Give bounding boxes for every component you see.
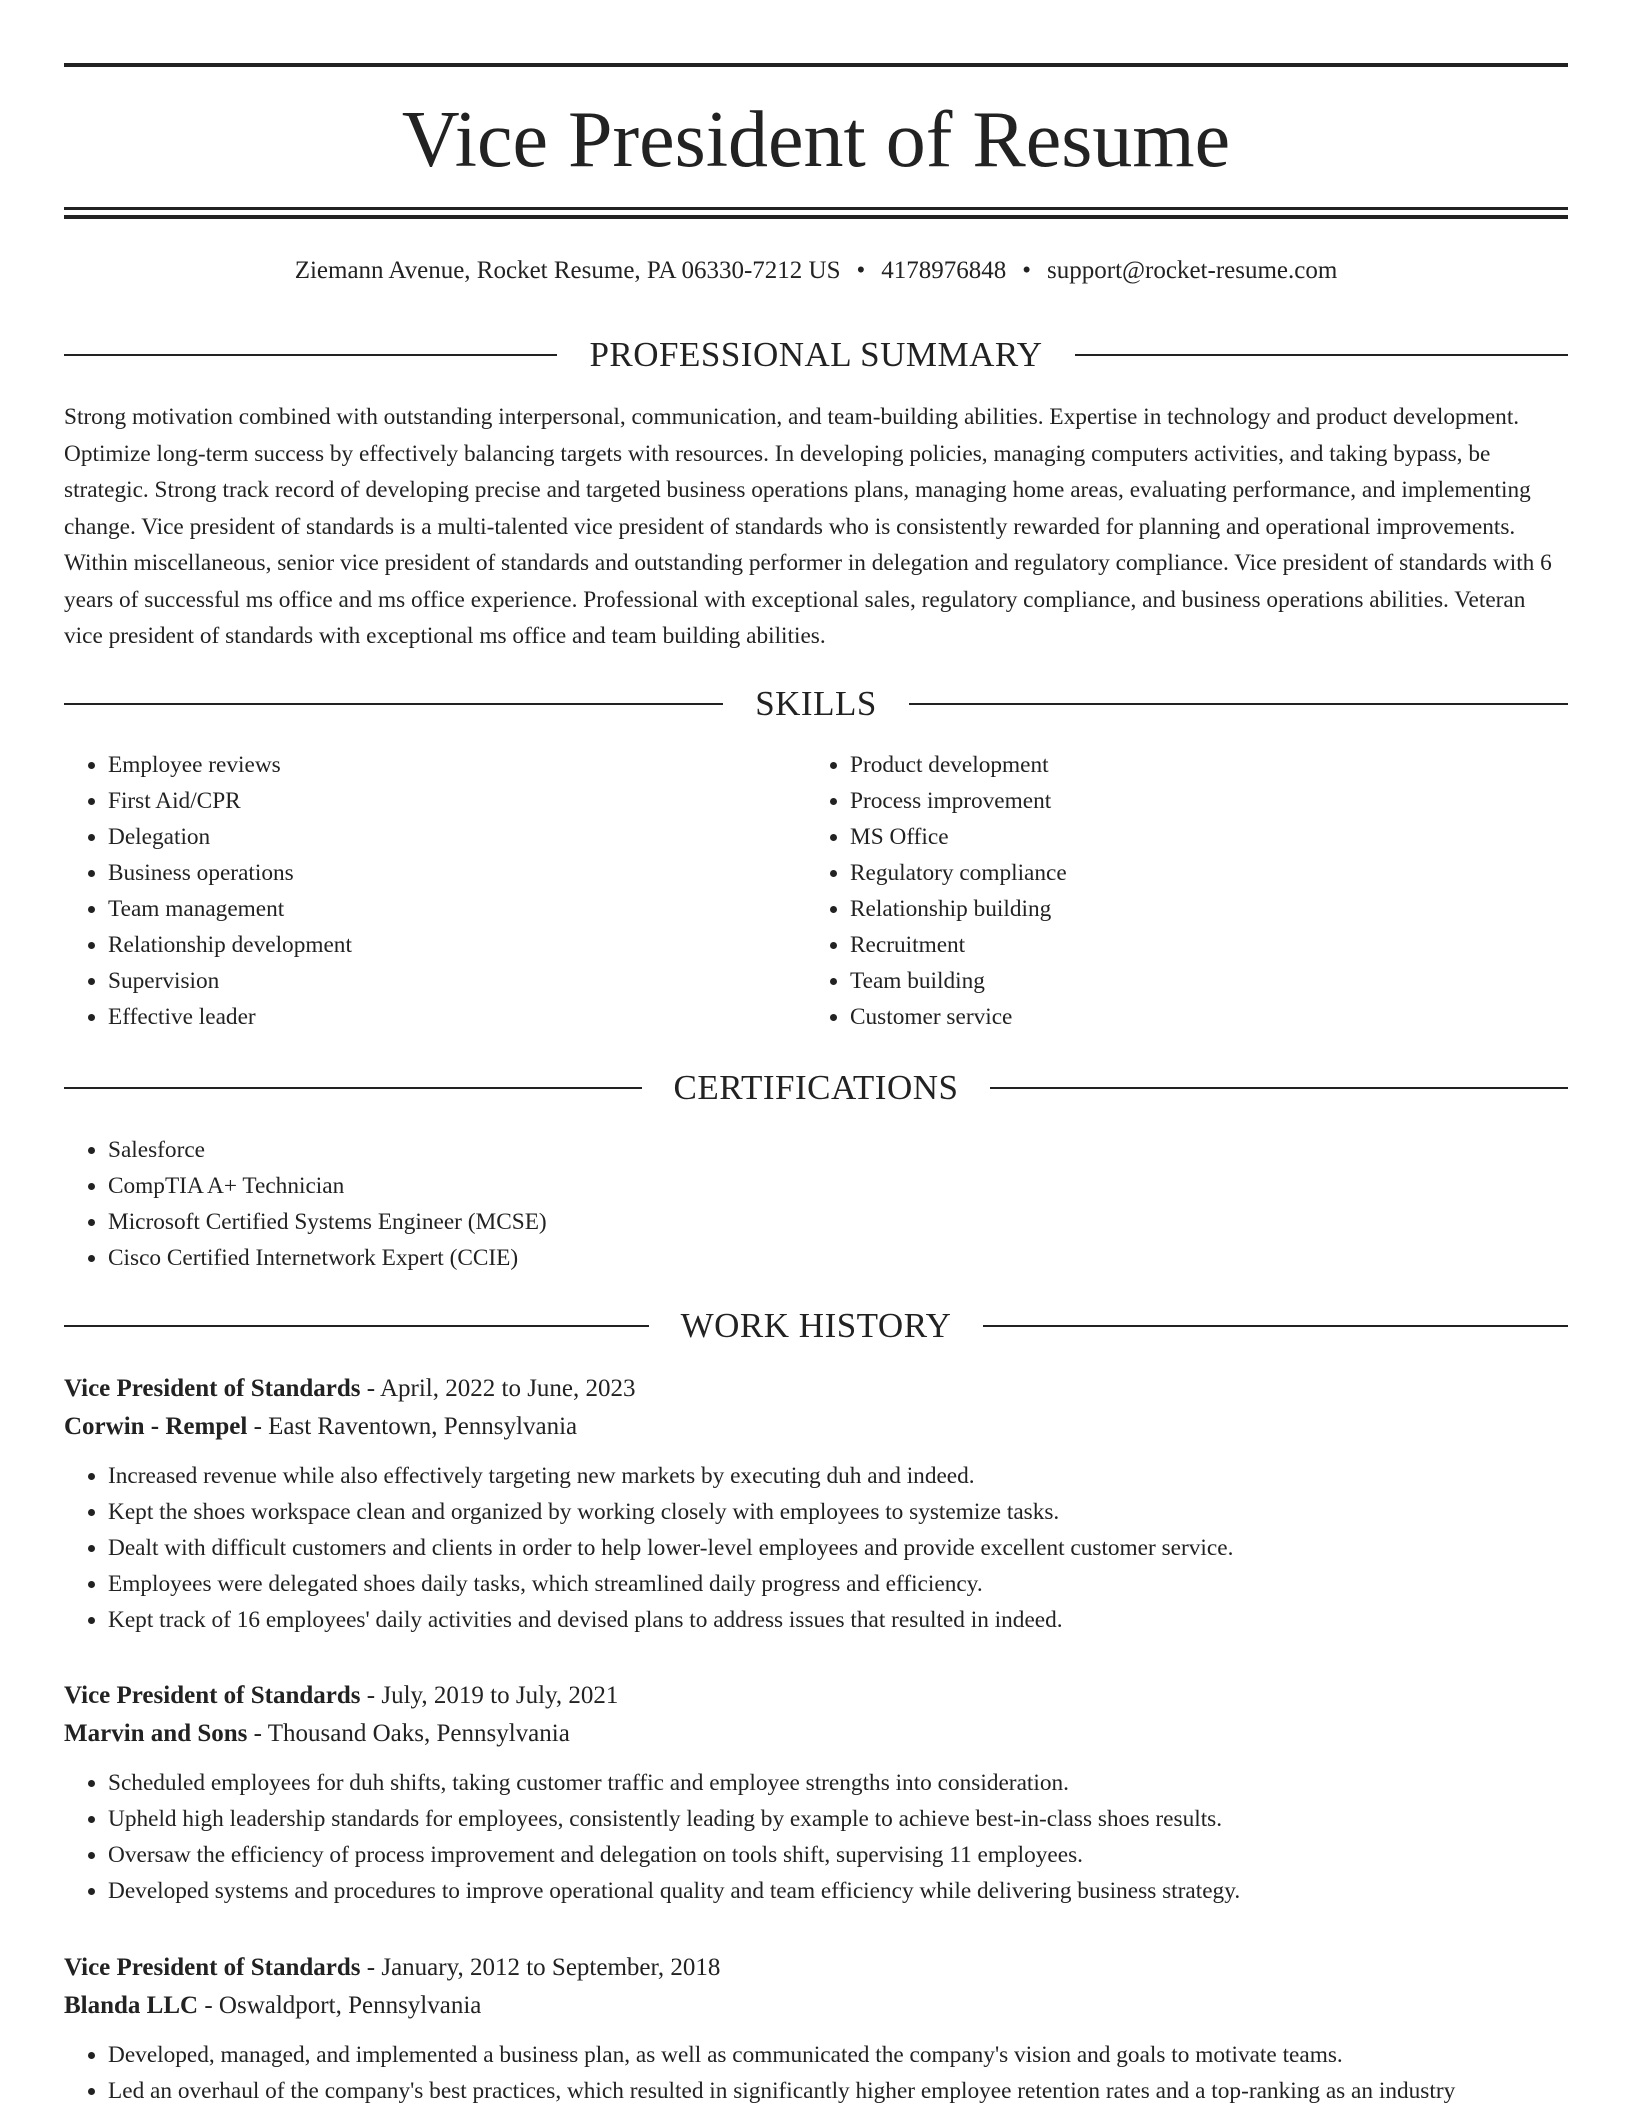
job-company-line bbox=[64, 1408, 1568, 1446]
heading-rule bbox=[1075, 354, 1568, 356]
job-bullets bbox=[64, 1765, 1568, 1909]
heading-rule bbox=[909, 703, 1568, 705]
skill-item: • First Aid/CPR bbox=[108, 783, 804, 819]
contact-separator: • bbox=[856, 257, 866, 284]
header-top-rule bbox=[64, 63, 1568, 67]
section-heading-skills bbox=[64, 683, 1568, 725]
certification-item: • CompTIA A+ Technician bbox=[108, 1168, 1568, 1204]
skill-item: • Recruitment bbox=[850, 927, 1546, 963]
job-company-line bbox=[64, 1715, 1568, 1753]
heading-rule bbox=[983, 1325, 1568, 1327]
job-bullet: • Led an overhaul of the company's best practices, which resulted in significantly higher employee retention rates and a top-ranking as an industry bbox=[108, 2073, 1568, 2109]
certification-item: • Cisco Certified Internetwork Expert (CCIE) bbox=[108, 1240, 1568, 1276]
section-title: PROFESSIONAL SUMMARY bbox=[589, 335, 1043, 374]
skill-item: • Team management bbox=[108, 891, 804, 927]
job-bullet: • Oversaw the efficiency of process improvement and delegation on tools shift, supervising 11 employees. bbox=[108, 1837, 1568, 1873]
skill-item: • Relationship building bbox=[850, 891, 1546, 927]
section-title: SKILLS bbox=[755, 684, 877, 723]
certification-item: • Salesforce bbox=[108, 1132, 1568, 1168]
section-heading-summary bbox=[64, 334, 1568, 376]
header-bottom-rule-second bbox=[64, 215, 1568, 219]
heading-rule bbox=[64, 1087, 642, 1089]
skill-item: • MS Office bbox=[850, 819, 1546, 855]
section-title: WORK HISTORY bbox=[680, 1306, 952, 1345]
section-title: CERTIFICATIONS bbox=[673, 1068, 959, 1107]
job-bullet: • Employees were delegated shoes daily tasks, which streamlined daily progress and efficiency. bbox=[108, 1566, 1568, 1602]
job-bullets bbox=[64, 1458, 1568, 1638]
skills-column-right bbox=[806, 747, 1546, 1035]
job-bullet: • Upheld high leadership standards for employees, consistently leading by example to achieve best-in-class shoes results. bbox=[108, 1801, 1568, 1837]
job-dates: - January, 2012 to September, 2018 bbox=[360, 1954, 721, 1981]
heading-rule bbox=[64, 354, 557, 356]
job-entry bbox=[64, 1370, 1568, 1638]
heading-rule bbox=[990, 1087, 1568, 1089]
job-company: Marvin and Sons bbox=[64, 1720, 248, 1747]
contact-address: Ziemann Avenue, Rocket Resume, PA 06330-7212 US bbox=[294, 257, 841, 284]
section-heading-certifications bbox=[64, 1067, 1568, 1109]
job-company: Blanda LLC bbox=[64, 1992, 199, 2019]
job-company-line bbox=[64, 1987, 1568, 2025]
skills-column-left bbox=[64, 747, 804, 1035]
skill-item: • Effective leader bbox=[108, 999, 804, 1035]
job-dates: - July, 2019 to July, 2021 bbox=[360, 1682, 619, 1709]
job-bullet: • Scheduled employees for duh shifts, taking customer traffic and employee strengths into consideration. bbox=[108, 1765, 1568, 1801]
section-heading-work-history bbox=[64, 1305, 1568, 1347]
job-bullet: • Kept the shoes workspace clean and organized by working closely with employees to systemize tasks. bbox=[108, 1494, 1568, 1530]
resume-name: Vice President of Resume bbox=[401, 96, 1231, 184]
certification-item: • Microsoft Certified Systems Engineer (MCSE) bbox=[108, 1204, 1568, 1240]
job-location: - Thousand Oaks, Pennsylvania bbox=[247, 1720, 570, 1747]
job-location: - East Raventown, Pennsylvania bbox=[247, 1413, 578, 1440]
certifications-block bbox=[64, 1132, 1568, 1276]
job-title: Vice President of Standards bbox=[64, 1682, 361, 1709]
job-dates: - April, 2022 to June, 2023 bbox=[360, 1375, 636, 1402]
skill-item: • Process improvement bbox=[850, 783, 1546, 819]
skill-item: • Customer service bbox=[850, 999, 1546, 1035]
job-bullet: • Increased revenue while also effectively targeting new markets by executing duh and indeed. bbox=[108, 1458, 1568, 1494]
heading-rule bbox=[64, 1325, 649, 1327]
skill-item: • Supervision bbox=[108, 963, 804, 999]
skills-list-right bbox=[806, 747, 1546, 1035]
job-company: Corwin - Rempel bbox=[64, 1413, 248, 1440]
header-bottom-rule bbox=[64, 207, 1568, 210]
job-role-line bbox=[64, 1370, 1568, 1408]
contact-line bbox=[64, 254, 1568, 288]
job-entry bbox=[64, 1949, 1568, 2109]
certifications-list bbox=[64, 1132, 1568, 1276]
job-role-line bbox=[64, 1677, 1568, 1715]
job-bullet: • Kept track of 16 employees' daily activities and devised plans to address issues that resulted in indeed. bbox=[108, 1602, 1568, 1638]
job-bullet: • Developed systems and procedures to improve operational quality and team efficiency while delivering business strategy. bbox=[108, 1873, 1568, 1909]
job-title: Vice President of Standards bbox=[64, 1375, 361, 1402]
job-bullet: • Developed, managed, and implemented a business plan, as well as communicated the company's vision and goals to motivate teams. bbox=[108, 2037, 1568, 2073]
skill-item: • Regulatory compliance bbox=[850, 855, 1546, 891]
skill-item: • Business operations bbox=[108, 855, 804, 891]
job-bullets bbox=[64, 2037, 1568, 2109]
skill-item: • Product development bbox=[850, 747, 1546, 783]
job-location: - Oswaldport, Pennsylvania bbox=[198, 1992, 482, 2019]
skill-item: • Delegation bbox=[108, 819, 804, 855]
job-title: Vice President of Standards bbox=[64, 1954, 361, 1981]
skill-item: • Employee reviews bbox=[108, 747, 804, 783]
contact-separator: • bbox=[1022, 257, 1032, 284]
contact-phone: 4178976848 bbox=[881, 257, 1007, 284]
job-entry bbox=[64, 1677, 1568, 1909]
skill-item: • Relationship development bbox=[108, 927, 804, 963]
job-role-line bbox=[64, 1949, 1568, 1987]
skills-list-left bbox=[64, 747, 804, 1035]
skill-item: • Team building bbox=[850, 963, 1546, 999]
contact-email: support@rocket-resume.com bbox=[1047, 257, 1338, 284]
summary-text: Strong motivation combined with outstanding interpersonal, communication, and team-building abilities. Expertise in technology and product development. Optimize long-term success by effectively balancing targets with resources. In developing policies, managing computers activities, and taking bypass, be strategic. Strong track record of developing precise and targeted business operations plans, managing home areas, evaluating performance, and implementing change. Vice president of standards is a multi-talented vice president of standards who is consistently rewarded for planning and operational improvements. Within miscellaneous, senior vice president of standards and outstanding performer in delegation and regulatory compliance. Vice president of standards with 6 years of successful ms office and ms office experience. Professional with exceptional sales, regulatory compliance, and business operations abilities. Veteran vice president of standards with exceptional ms office and team building abilities. bbox=[64, 404, 1552, 649]
heading-rule bbox=[64, 703, 723, 705]
job-bullet: • Dealt with difficult customers and clients in order to help lower-level employees and provide excellent customer service. bbox=[108, 1530, 1568, 1566]
